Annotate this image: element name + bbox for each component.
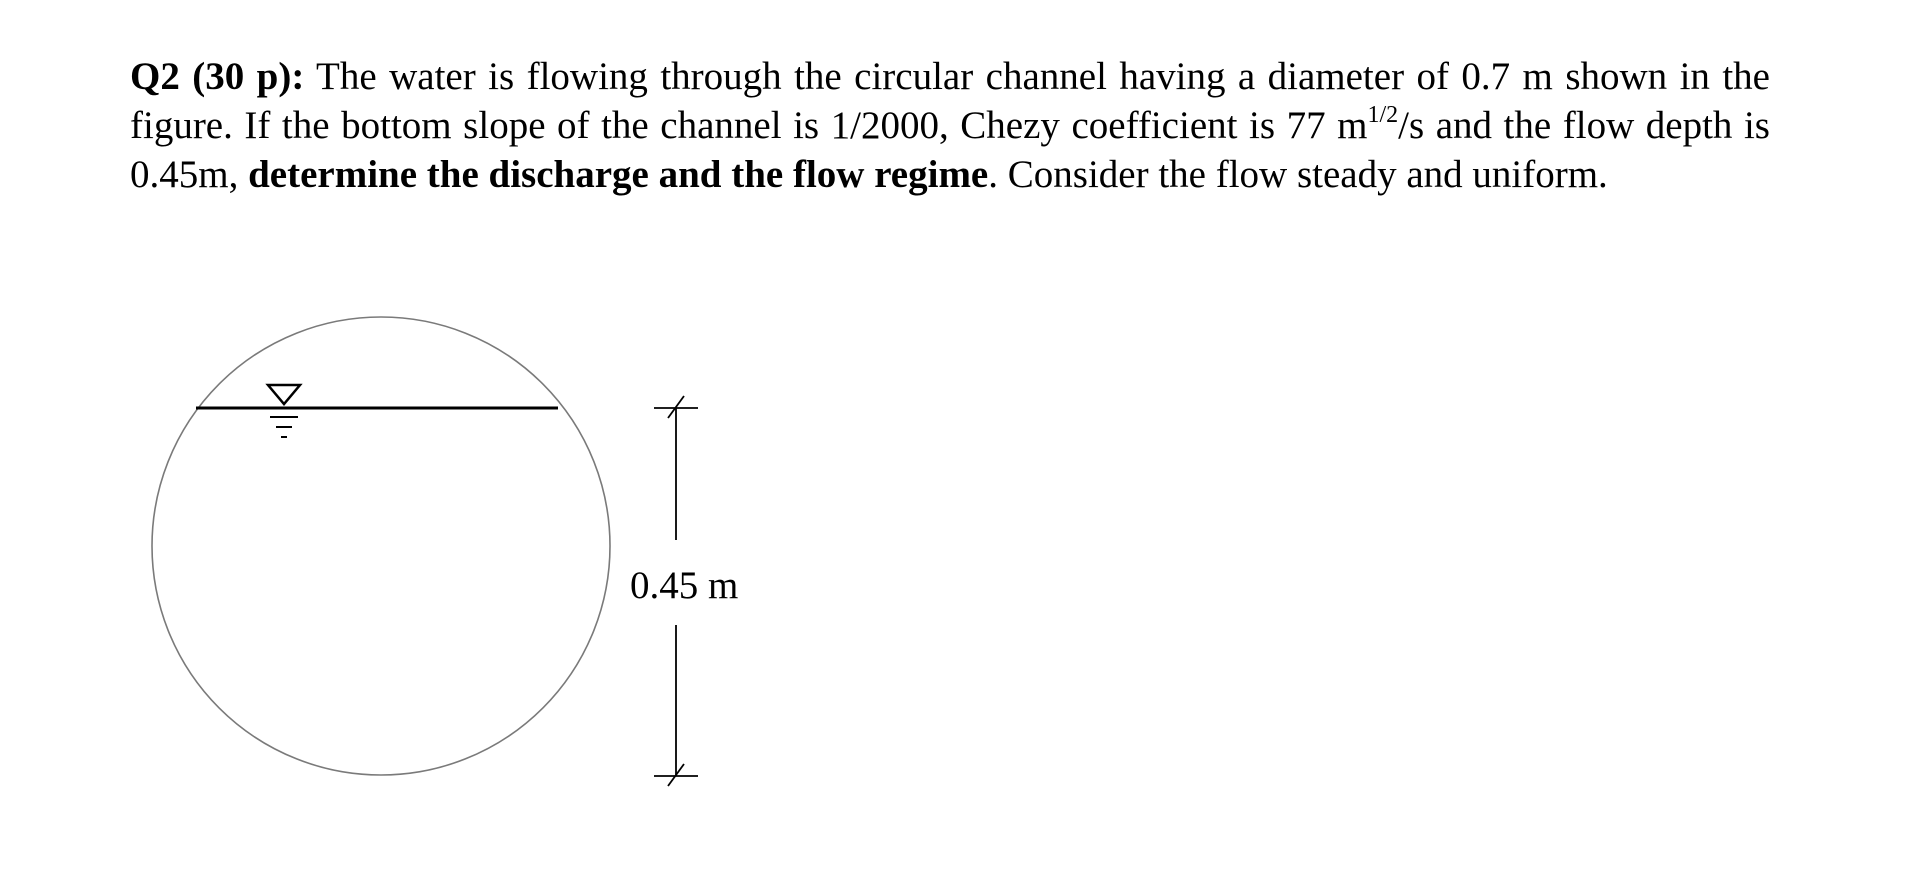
question-part-3: . Consider the flow steady and uniform. bbox=[988, 153, 1608, 196]
channel-circle bbox=[152, 317, 610, 775]
depth-label: 0.45 m bbox=[630, 564, 739, 607]
question-label: Q2 (30 p): bbox=[130, 55, 305, 98]
question-part-1: The water is flowing through the circular channel having a diameter of 0.7 m shown in the figure. If the bottom slope of the channel is 1/2000, Chezy coefficient is 77 m bbox=[130, 55, 1770, 147]
question-part-2: /s and the flow depth is 0.45m, bbox=[130, 104, 1770, 196]
water-surface-icon bbox=[268, 385, 300, 437]
question-task: determine the discharge and the flow regime bbox=[248, 153, 989, 196]
chezy-exponent: 1/2 bbox=[1367, 102, 1399, 128]
